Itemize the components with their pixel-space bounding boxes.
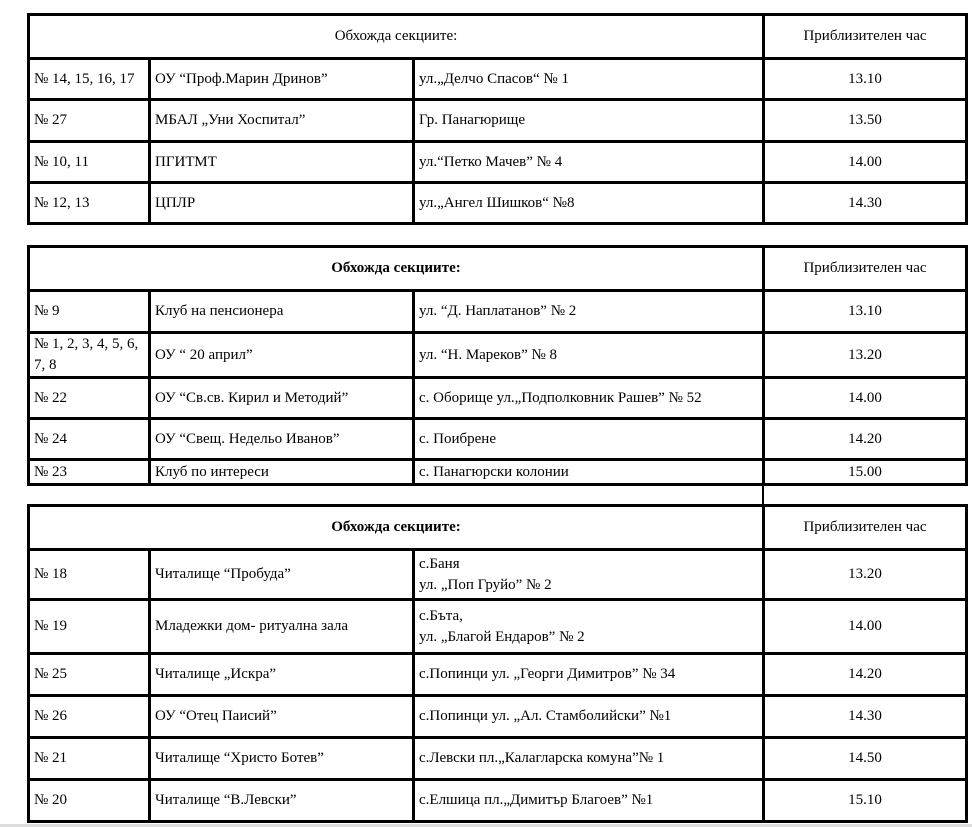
address-cell: ул.“Петко Мачев” № 4	[414, 142, 764, 183]
table-header-row	[29, 15, 967, 59]
address-cell: с. Поибрене	[414, 419, 764, 460]
place-cell: Клуб по интереси	[150, 460, 414, 485]
time-header: Приблизителен час	[764, 15, 967, 59]
place-cell: Читалище “В.Левски”	[150, 780, 414, 822]
place-cell: Читалище “Христо Ботев”	[150, 738, 414, 780]
place-cell: Читалище „Искра”	[150, 654, 414, 696]
place-cell: ОУ “Отец Паисий”	[150, 696, 414, 738]
table-row	[29, 100, 967, 142]
table-row	[29, 738, 967, 780]
time-cell: 13.20	[764, 333, 967, 378]
sections-cell: № 26	[29, 696, 150, 738]
place-cell: ОУ “ 20 април”	[150, 333, 414, 378]
address-cell: с. Оборище ул.„Подполковник Рашев” № 52	[414, 378, 764, 419]
sections-cell: № 24	[29, 419, 150, 460]
sections-cell: № 12, 13	[29, 183, 150, 224]
address-cell: ул. “Д. Наплатанов” № 2	[414, 291, 764, 333]
time-cell: 14.20	[764, 654, 967, 696]
table-row	[29, 59, 967, 100]
sections-header: Обхожда секциите:	[29, 506, 764, 550]
table-row	[29, 780, 967, 822]
address-cell: с.Левски пл.„Калагларска комуна”№ 1	[414, 738, 764, 780]
table-header-row	[29, 247, 967, 291]
address-cell: с.Попинци ул. „Ал. Стамболийски” №1	[414, 696, 764, 738]
place-cell: ПГИТМТ	[150, 142, 414, 183]
place-cell: ОУ “Проф.Марин Дринов”	[150, 59, 414, 100]
time-header: Приблизителен час	[764, 506, 967, 550]
table-row	[29, 333, 967, 378]
table-header-row	[29, 506, 967, 550]
table-row	[29, 142, 967, 183]
sections-cell: № 9	[29, 291, 150, 333]
time-cell: 14.30	[764, 696, 967, 738]
connector-line	[762, 481, 764, 504]
table-row	[29, 291, 967, 333]
sections-cell: № 19	[29, 600, 150, 654]
table-row	[29, 460, 967, 485]
time-header: Приблизителен час	[764, 247, 967, 291]
sections-cell: № 23	[29, 460, 150, 485]
table-row	[29, 378, 967, 419]
table-row	[29, 654, 967, 696]
place-cell: ОУ “Свещ. Недельо Иванов”	[150, 419, 414, 460]
sections-cell: № 18	[29, 550, 150, 600]
address-cell: с. Панагюрски колонии	[414, 460, 764, 485]
address-cell: с.Попинци ул. „Георги Димитров” № 34	[414, 654, 764, 696]
time-cell: 13.50	[764, 100, 967, 142]
time-cell: 15.10	[764, 780, 967, 822]
table-row	[29, 696, 967, 738]
time-cell: 14.30	[764, 183, 967, 224]
address-cell: с.Бъта, ул. „Благой Ендаров” № 2	[414, 600, 764, 654]
address-cell: с.Елшица пл.„Димитър Благоев” №1	[414, 780, 764, 822]
time-cell: 13.20	[764, 550, 967, 600]
sections-cell: № 27	[29, 100, 150, 142]
place-cell: МБАЛ „Уни Хоспитал”	[150, 100, 414, 142]
place-cell: Читалище “Пробуда”	[150, 550, 414, 600]
sections-cell: № 25	[29, 654, 150, 696]
table-row	[29, 183, 967, 224]
sections-cell: № 10, 11	[29, 142, 150, 183]
time-cell: 14.00	[764, 142, 967, 183]
sections-cell: № 22	[29, 378, 150, 419]
sections-cell: № 14, 15, 16, 17	[29, 59, 150, 100]
time-cell: 13.10	[764, 291, 967, 333]
schedule-table-3	[27, 504, 968, 823]
time-cell: 15.00	[764, 460, 967, 485]
address-cell: ул. “Н. Мареков” № 8	[414, 333, 764, 378]
time-cell: 13.10	[764, 59, 967, 100]
address-cell: ул.„Делчо Спасов“ № 1	[414, 59, 764, 100]
sections-header: Обхожда секциите:	[29, 15, 764, 59]
place-cell: ОУ “Св.св. Кирил и Методий”	[150, 378, 414, 419]
time-cell: 14.20	[764, 419, 967, 460]
place-cell: Клуб на пенсионера	[150, 291, 414, 333]
schedule-table-2	[27, 245, 968, 486]
time-cell: 14.50	[764, 738, 967, 780]
schedule-table-1	[27, 13, 968, 225]
table-row	[29, 600, 967, 654]
time-cell: 14.00	[764, 378, 967, 419]
address-cell: ул.„Ангел Шишков“ №8	[414, 183, 764, 224]
sections-header: Обхожда секциите:	[29, 247, 764, 291]
place-cell: ЦПЛР	[150, 183, 414, 224]
sections-cell: № 1, 2, 3, 4, 5, 6, 7, 8	[29, 333, 150, 378]
sections-cell: № 20	[29, 780, 150, 822]
address-cell: Гр. Панагюрище	[414, 100, 764, 142]
table-row	[29, 419, 967, 460]
place-cell: Младежки дом- ритуална зала	[150, 600, 414, 654]
address-cell: с.Баня ул. „Поп Груйо” № 2	[414, 550, 764, 600]
time-cell: 14.00	[764, 600, 967, 654]
sections-cell: № 21	[29, 738, 150, 780]
table-row	[29, 550, 967, 600]
